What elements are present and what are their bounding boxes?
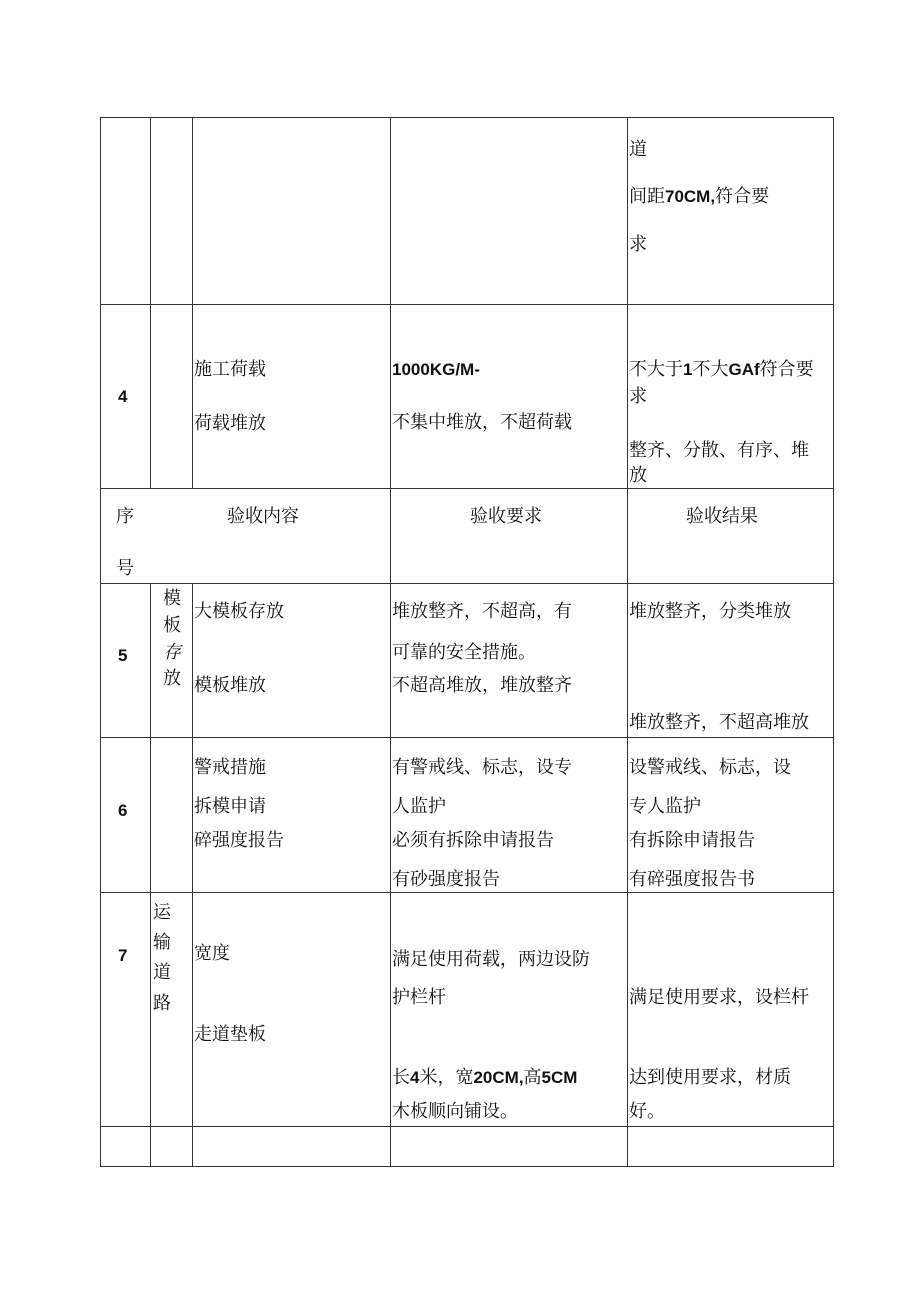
requirement-text: 堆放整齐，不超高，有 [392,601,572,622]
result-text: 整齐、分散、有序、堆 [629,440,809,461]
col-divider [150,583,151,1167]
item-text: 模板堆放 [194,675,266,696]
requirement-text: 可靠的安全措施。 [392,642,536,663]
category-text: 模 [163,588,181,609]
category-text: 运 [153,902,171,923]
col-divider [150,117,151,488]
category-text: 板 [163,615,181,636]
col-divider [627,117,628,1167]
category-text: 存 [163,642,181,663]
row-number: 6 [118,801,128,820]
requirement-text: 木板顺向铺设。 [392,1101,518,1122]
row-number: 7 [118,946,128,965]
row-divider [100,737,834,738]
result-text: 堆放整齐，分类堆放 [629,601,791,622]
requirement-text: 不超高堆放，堆放整齐 [392,675,572,696]
table-border-top [100,117,834,118]
item-text: 大模板存放 [194,601,284,622]
table-border-right [833,117,834,1167]
row-divider [100,304,834,305]
requirement-text: 有砂强度报告 [392,869,500,890]
item-text: 走道垫板 [194,1024,266,1045]
header-result: 验收结果 [686,506,758,527]
result-text: 好。 [629,1101,665,1122]
category-text: 放 [163,668,181,689]
header-seq: 号 [116,558,134,579]
result-text: 求 [629,386,647,407]
row-divider [100,583,834,584]
result-text: 有碎强度报告书 [629,869,755,890]
result-text: 求 [629,234,647,255]
requirement-text: 必须有拆除申请报告 [392,830,554,851]
requirement-text: 有警戒线、标志，设专 [392,757,572,778]
requirement-text: 护栏杆 [392,987,446,1008]
table-border-left [100,117,101,1167]
result-text: 不大于1不大GAf符合要 [629,359,814,380]
category-text: 路 [153,993,171,1014]
row-divider [100,488,834,489]
requirement-text: 满足使用荷载，两边设防 [392,949,590,970]
requirement-text: 不集中堆放，不超荷载 [392,412,572,433]
requirement-text: 人监护 [392,796,446,817]
item-text: 警戒措施 [194,757,266,778]
result-text: 堆放整齐，不超高堆放 [629,712,809,733]
row-number: 4 [118,387,128,406]
result-text: 道 [629,139,647,160]
result-text: 间距70CM,符合要 [629,186,770,207]
item-text: 碎强度报告 [194,830,284,851]
row-divider [100,892,834,893]
result-text: 设警戒线、标志，设 [629,757,791,778]
category-text: 输 [153,932,171,953]
requirement-text: 长4米，宽20CM,高5CM [392,1067,578,1088]
item-text: 荷载堆放 [194,413,266,434]
result-text: 有拆除申请报告 [629,830,755,851]
result-text: 达到使用要求，材质 [629,1067,791,1088]
item-text: 宽度 [194,943,230,964]
item-text: 施工荷载 [194,359,266,380]
col-divider [192,583,193,1167]
row-divider [100,1126,834,1127]
header-requirement: 验收要求 [470,506,542,527]
header-content: 验收内容 [227,506,299,527]
requirement-text: 1000KG/M- [392,360,480,379]
row-number: 5 [118,646,128,665]
category-text: 道 [153,962,171,983]
header-seq: 序 [116,506,134,527]
result-text: 专人监护 [629,796,701,817]
col-divider [390,117,391,1167]
result-text: 满足使用要求，设栏杆 [629,987,809,1008]
table-border-bottom [100,1166,834,1167]
col-divider [192,117,193,488]
item-text: 拆模申请 [194,796,266,817]
result-text: 放 [629,465,647,486]
